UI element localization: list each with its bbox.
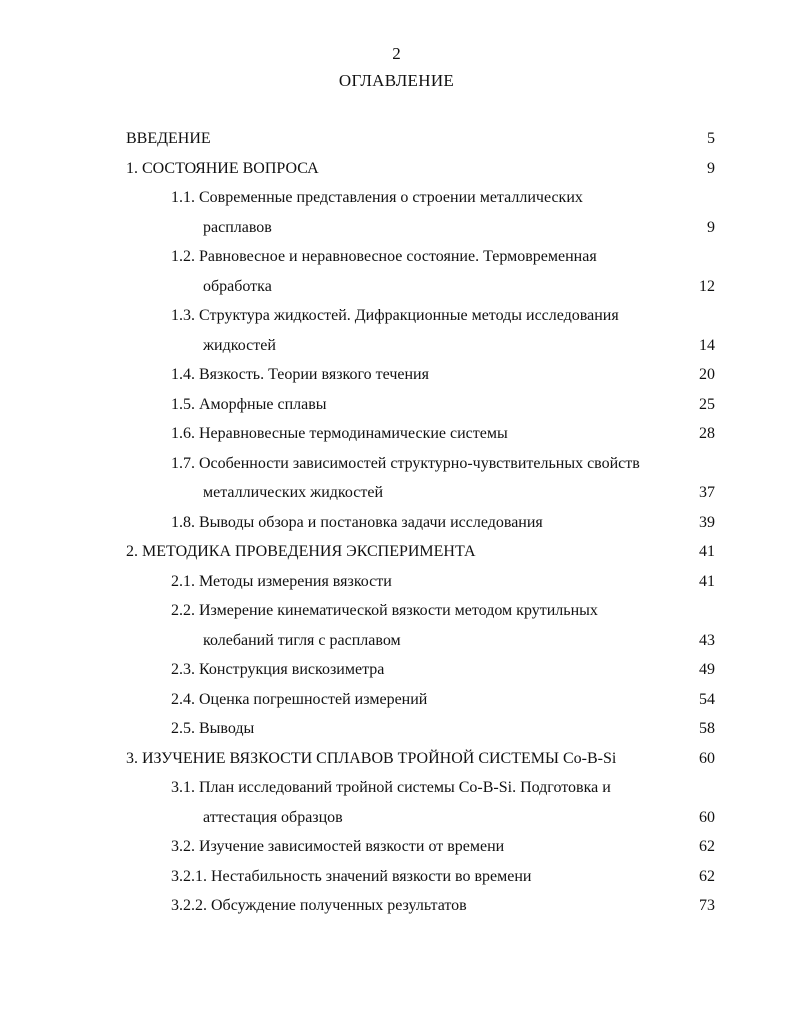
toc-entry	[0, 744, 793, 774]
toc-entry	[0, 331, 793, 361]
toc-entry	[0, 242, 793, 272]
toc-entry-title: жидкостей	[203, 336, 276, 354]
table-of-contents	[0, 124, 793, 921]
toc-entry-page: 20	[699, 366, 715, 383]
toc-entry-title: 3.1. План исследований тройной системы Co-B-Si. Подготовка и	[171, 779, 611, 796]
toc-entry-page: 9	[707, 159, 715, 177]
toc-entry-page: 9	[707, 218, 715, 236]
toc-entry-title: 2.3. Конструкция вискозиметра	[171, 661, 385, 678]
toc-entry-page: 39	[699, 513, 715, 531]
toc-entry	[0, 360, 793, 390]
toc-entry-page: 62	[699, 867, 715, 885]
page-number: 2	[392, 44, 401, 63]
toc-entry-page: 73	[699, 897, 715, 914]
toc-entry-page: 25	[699, 395, 715, 413]
toc-entry	[0, 832, 793, 862]
toc-entry	[0, 626, 793, 656]
toc-entry-title: 3.2.1. Нестабильность значений вязкости во времени	[171, 867, 532, 885]
toc-entry	[0, 714, 793, 744]
toc-entry-page: 41	[699, 543, 715, 560]
toc-entry	[0, 419, 793, 449]
toc-entry-title: 3.2. Изучение зависимостей вязкости от времени	[171, 838, 505, 855]
toc-entry-title: аттестация образцов	[203, 808, 343, 826]
toc-entry-title: 2.5. Выводы	[171, 720, 255, 737]
toc-entry	[0, 390, 793, 420]
toc-entry-title: 1.4. Вязкость. Теории вязкого течения	[171, 366, 429, 383]
toc-entry-page: 28	[699, 425, 715, 442]
toc-entry-title: расплавов	[203, 218, 272, 236]
toc-entry-page: 12	[699, 277, 715, 295]
toc-entry	[0, 567, 793, 597]
toc-entry	[0, 596, 793, 626]
toc-entry-page: 54	[699, 690, 715, 708]
toc-entry	[0, 508, 793, 538]
toc-entry	[0, 154, 793, 184]
toc-entry-title: 1.5. Аморфные сплавы	[171, 395, 327, 413]
toc-entry-page: 60	[699, 749, 715, 767]
toc-entry-page: 43	[699, 631, 715, 649]
toc-entry-page: 5	[707, 130, 715, 147]
toc-entry-title: 1.7. Особенности зависимостей структурно-чувствительных свойств	[171, 454, 640, 472]
toc-entry-title: 2.4. Оценка погрешностей измерений	[171, 690, 428, 708]
toc-entry-title: 2.1. Методы измерения вязкости	[171, 572, 392, 590]
toc-entry-title: 3. ИЗУЧЕНИЕ ВЯЗКОСТИ СПЛАВОВ ТРОЙНОЙ СИСТЕМЫ Co-B-Si	[126, 749, 617, 767]
toc-entry-title: 1.6. Неравновесные термодинамические системы	[171, 425, 508, 442]
toc-entry-title: обработка	[203, 277, 272, 295]
toc-entry	[0, 862, 793, 892]
toc-entry	[0, 213, 793, 243]
toc-entry-title: 1. СОСТОЯНИЕ ВОПРОСА	[126, 159, 319, 177]
toc-entry-page: 14	[699, 336, 715, 354]
toc-entry	[0, 685, 793, 715]
toc-entry-title: 1.8. Выводы обзора и постановка задачи исследования	[171, 513, 543, 531]
toc-entry-title: металлических жидкостей	[203, 484, 384, 501]
page-title: ОГЛАВЛЕНИЕ	[338, 71, 455, 90]
toc-entry	[0, 655, 793, 685]
toc-entry	[0, 537, 793, 567]
toc-entry	[0, 124, 793, 154]
toc-entry-page: 62	[699, 838, 715, 855]
toc-entry	[0, 773, 793, 803]
toc-entry	[0, 478, 793, 508]
toc-entry-title: 1.3. Структура жидкостей. Дифракционные методы исследования	[171, 307, 619, 324]
toc-entry-title: 2. МЕТОДИКА ПРОВЕДЕНИЯ ЭКСПЕРИМЕНТА	[126, 543, 476, 560]
toc-entry-page: 37	[699, 484, 715, 501]
toc-entry-title: ВВЕДЕНИЕ	[126, 130, 211, 147]
toc-entry-page: 58	[699, 720, 715, 737]
toc-entry	[0, 891, 793, 921]
toc-entry-page: 49	[699, 661, 715, 678]
toc-entry-title: 1.1. Современные представления о строении металлических	[171, 189, 583, 206]
toc-entry-title: 3.2.2. Обсуждение полученных результатов	[171, 897, 467, 914]
toc-entry-title: 2.2. Измерение кинематической вязкости методом крутильных	[171, 602, 598, 619]
toc-entry	[0, 301, 793, 331]
toc-entry	[0, 272, 793, 302]
toc-entry-title: колебаний тигля с расплавом	[203, 631, 401, 649]
toc-entry	[0, 183, 793, 213]
toc-entry-title: 1.2. Равновесное и неравновесное состояние. Термовременная	[171, 248, 597, 265]
toc-entry-page: 60	[699, 808, 715, 826]
toc-entry	[0, 803, 793, 833]
toc-entry-page: 41	[699, 572, 715, 590]
toc-entry	[0, 449, 793, 479]
